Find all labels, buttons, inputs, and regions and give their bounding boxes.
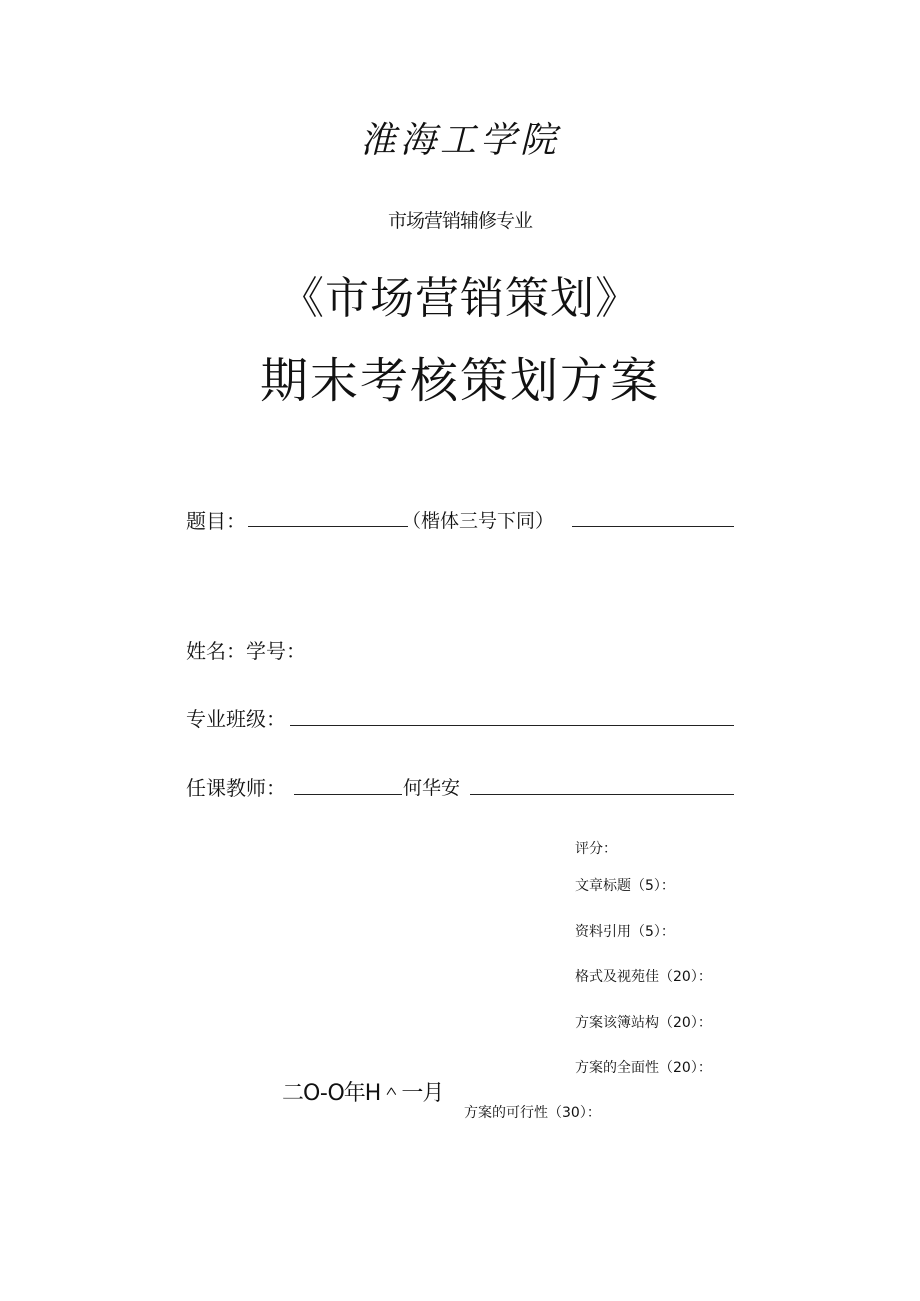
score-item-title: 文章标题（5）： xyxy=(575,878,675,894)
topic-label: 题目： xyxy=(186,509,246,533)
teacher-underline-left xyxy=(294,794,402,795)
score-title: 评分： xyxy=(575,841,617,857)
exam-title: 期末考核策划方案 xyxy=(259,353,660,409)
class-label: 专业班级： xyxy=(186,707,286,731)
score-item-format: 格式及视苑佳（20）： xyxy=(575,969,712,985)
topic-underline-left xyxy=(248,526,408,527)
score-item-structure: 方案该簿站构（20）： xyxy=(575,1015,712,1031)
class-underline xyxy=(290,725,734,726)
name-student-id-label: 姓名：学号： xyxy=(186,639,306,663)
topic-underline-right xyxy=(572,526,734,527)
teacher-name: 何华安 xyxy=(403,777,461,799)
teacher-underline-right xyxy=(470,794,734,795)
score-item-references: 资料引用（5）： xyxy=(575,924,675,940)
school-name: 淮海工学院 xyxy=(359,120,560,161)
score-item-completeness: 方案的全面性（20）： xyxy=(575,1060,712,1076)
major-name: 市场营销辅修专业 xyxy=(387,210,532,232)
document-date: 二O-O年H＾一月 xyxy=(282,1081,444,1106)
course-title: 《市场营销策划》 xyxy=(280,273,640,324)
score-item-feasibility: 方案的可行性（30）： xyxy=(464,1105,601,1121)
topic-hint: （楷体三号下同） xyxy=(402,510,555,532)
teacher-label: 任课教师： xyxy=(186,776,286,800)
